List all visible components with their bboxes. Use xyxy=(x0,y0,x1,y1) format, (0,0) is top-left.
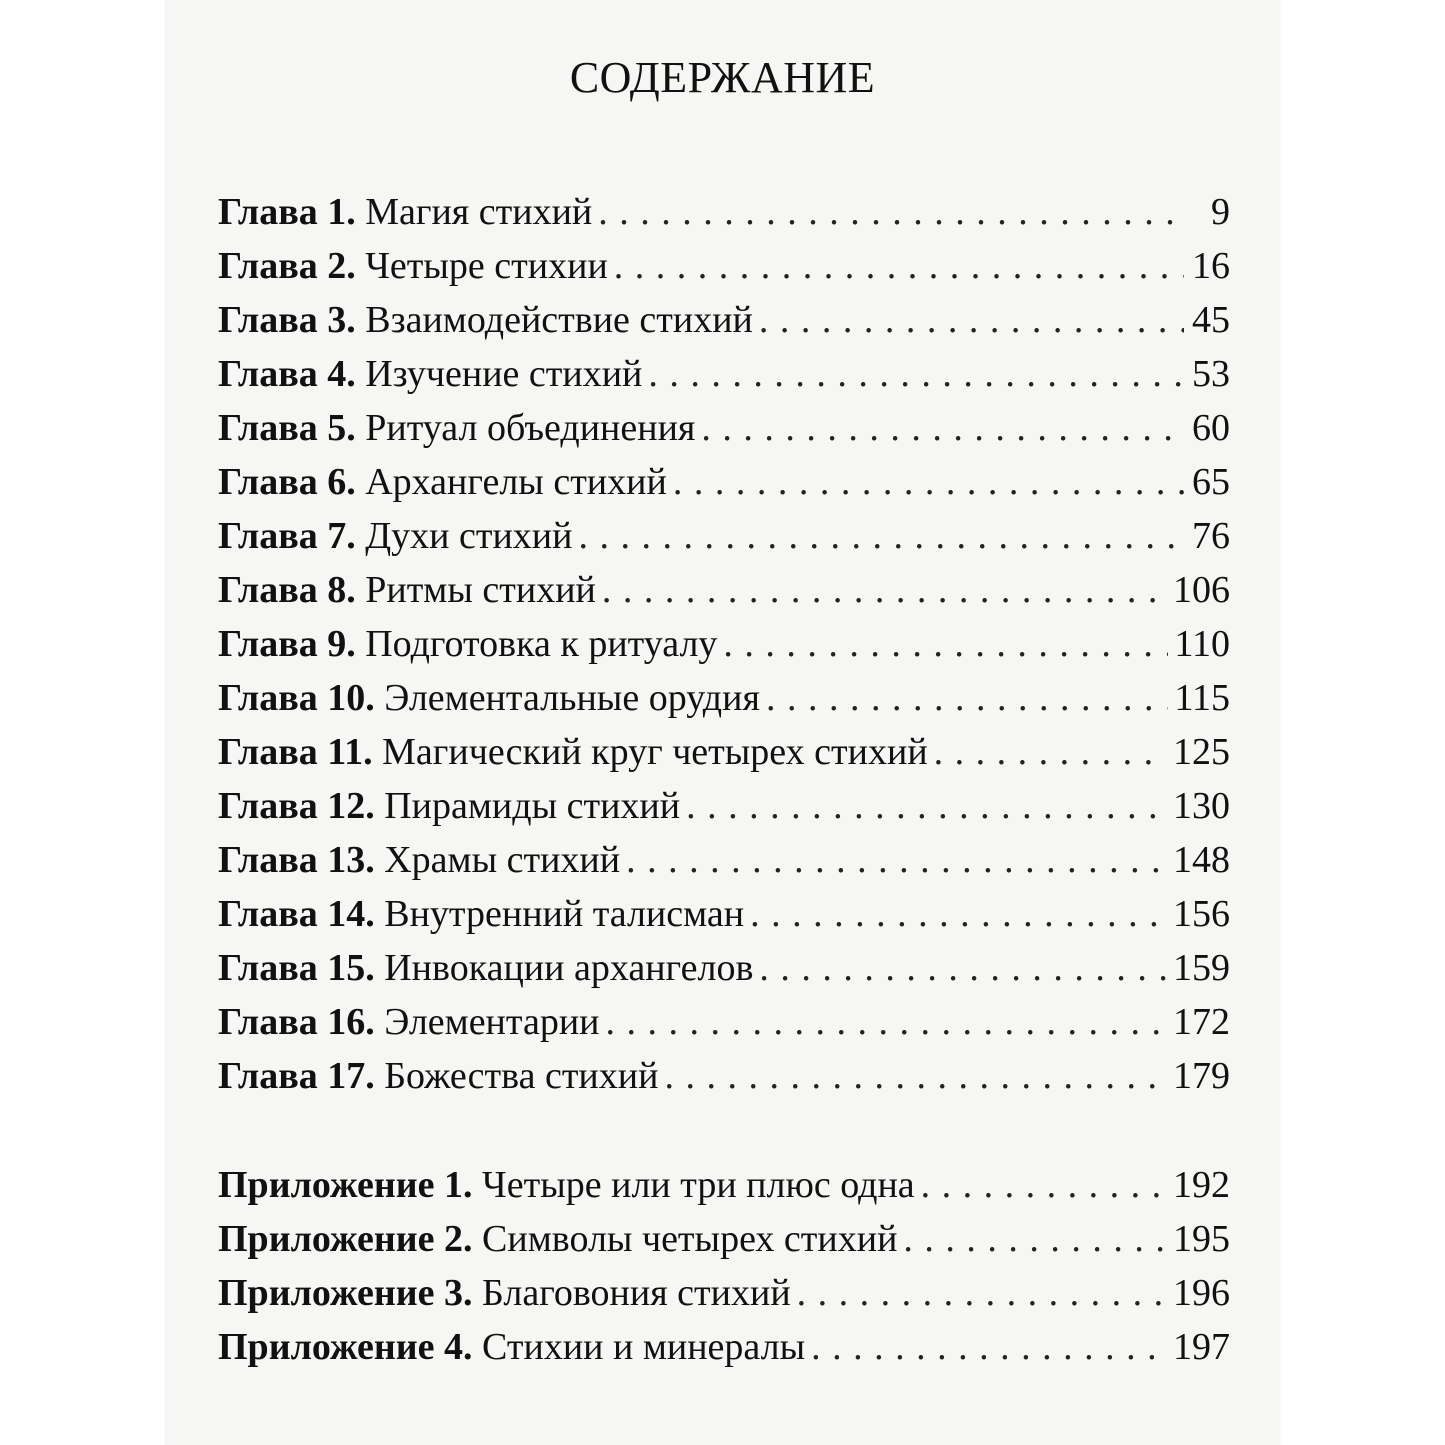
entry-prefix: Приложение 1. xyxy=(218,1164,473,1206)
dot-leader xyxy=(673,460,1184,504)
page-number: 115 xyxy=(1174,677,1230,719)
chapter-entry xyxy=(218,622,1230,676)
chapter-entry xyxy=(218,1054,1230,1108)
page-number: 179 xyxy=(1173,1055,1230,1097)
entry-label xyxy=(218,838,620,882)
dot-leader xyxy=(602,568,1167,612)
section-gap xyxy=(218,1108,1230,1163)
entry-prefix: Глава 5. xyxy=(218,407,356,449)
page-number: 159 xyxy=(1173,947,1230,989)
entry-title: Инвокации архангелов xyxy=(384,947,754,989)
chapter-entry xyxy=(218,514,1230,568)
entry-label xyxy=(218,514,572,558)
entry-label xyxy=(218,730,928,774)
dot-leader xyxy=(759,946,1167,990)
entry-prefix: Глава 8. xyxy=(218,569,356,611)
entry-prefix: Глава 6. xyxy=(218,461,356,503)
entry-prefix: Глава 14. xyxy=(218,893,375,935)
entry-title: Пирамиды стихий xyxy=(384,785,681,827)
dot-leader xyxy=(614,244,1184,288)
dot-leader xyxy=(686,784,1167,828)
entry-prefix: Глава 16. xyxy=(218,1001,375,1043)
entry-prefix: Глава 7. xyxy=(218,515,356,557)
entry-title: Четыре стихии xyxy=(365,245,608,287)
entry-title: Магия стихий xyxy=(365,191,593,233)
entry-title: Духи стихий xyxy=(365,515,573,557)
entry-prefix: Глава 4. xyxy=(218,353,356,395)
chapter-entry xyxy=(218,190,1230,244)
book-page xyxy=(165,0,1280,1445)
entry-title: Божества стихий xyxy=(384,1055,659,1097)
page-number: 110 xyxy=(1174,623,1230,665)
chapter-entry xyxy=(218,244,1230,298)
dot-leader xyxy=(759,298,1184,342)
dot-leader xyxy=(921,1163,1167,1207)
entry-label xyxy=(218,568,596,612)
chapter-entry xyxy=(218,352,1230,406)
entry-prefix: Глава 9. xyxy=(218,623,356,665)
entry-title: Магический круг четырех стихий xyxy=(382,731,928,773)
page-number: 196 xyxy=(1173,1272,1230,1314)
entry-prefix: Глава 12. xyxy=(218,785,375,827)
page-title: СОДЕРЖАНИЕ xyxy=(569,53,876,102)
chapter-entry xyxy=(218,838,1230,892)
entry-label xyxy=(218,352,642,396)
entry-prefix: Приложение 2. xyxy=(218,1218,473,1260)
entry-label xyxy=(218,1271,791,1315)
chapter-list xyxy=(218,190,1230,1108)
entry-title: Четыре или три плюс одна xyxy=(482,1164,915,1206)
page-number: 53 xyxy=(1192,353,1230,395)
entry-title: Благовония стихий xyxy=(482,1272,791,1314)
entry-title: Подготовка к ритуалу xyxy=(365,623,718,665)
dot-leader xyxy=(648,352,1184,396)
dot-leader xyxy=(626,838,1167,882)
dot-leader xyxy=(664,1054,1167,1098)
entry-label xyxy=(218,1325,805,1369)
page-number: 45 xyxy=(1192,299,1230,341)
page-number: 16 xyxy=(1192,245,1230,287)
dot-leader xyxy=(723,622,1168,666)
page-number: 156 xyxy=(1173,893,1230,935)
entry-title: Внутренний талисман xyxy=(384,893,745,935)
table-of-contents xyxy=(218,190,1230,1379)
chapter-entry xyxy=(218,1000,1230,1054)
entry-prefix: Глава 11. xyxy=(218,731,373,773)
dot-leader xyxy=(750,892,1167,936)
entry-label xyxy=(218,1163,915,1207)
chapter-entry xyxy=(218,892,1230,946)
entry-title: Изучение стихий xyxy=(365,353,643,395)
entry-prefix: Глава 13. xyxy=(218,839,375,881)
entry-title: Архангелы стихий xyxy=(365,461,667,503)
entry-title: Символы четырех стихий xyxy=(482,1218,898,1260)
page-number: 60 xyxy=(1192,407,1230,449)
dot-leader xyxy=(606,1000,1167,1044)
entry-title: Ритуал объединения xyxy=(365,407,696,449)
appendix-entry xyxy=(218,1325,1230,1379)
page-number: 106 xyxy=(1173,569,1230,611)
entry-label xyxy=(218,298,753,342)
entry-prefix: Глава 1. xyxy=(218,191,356,233)
appendix-list xyxy=(218,1163,1230,1379)
entry-prefix: Приложение 4. xyxy=(218,1326,473,1368)
dot-leader xyxy=(934,730,1167,774)
page-number: 76 xyxy=(1192,515,1230,557)
entry-label xyxy=(218,406,695,450)
chapter-entry xyxy=(218,460,1230,514)
entry-label xyxy=(218,676,760,720)
page-number: 130 xyxy=(1173,785,1230,827)
appendix-entry xyxy=(218,1271,1230,1325)
appendix-entry xyxy=(218,1217,1230,1271)
entry-label xyxy=(218,460,667,504)
entry-title: Храмы стихий xyxy=(384,839,621,881)
page-number: 192 xyxy=(1173,1164,1230,1206)
page-number: 9 xyxy=(1211,191,1230,233)
dot-leader xyxy=(766,676,1168,720)
entry-title: Ритмы стихий xyxy=(365,569,596,611)
appendix-entry xyxy=(218,1163,1230,1217)
chapter-entry xyxy=(218,568,1230,622)
entry-title: Стихии и минералы xyxy=(482,1326,806,1368)
entry-label xyxy=(218,244,608,288)
entry-label xyxy=(218,892,744,936)
entry-label xyxy=(218,784,680,828)
page-number: 197 xyxy=(1173,1326,1230,1368)
dot-leader xyxy=(578,514,1184,558)
entry-prefix: Глава 2. xyxy=(218,245,356,287)
entry-title: Элементарии xyxy=(384,1001,600,1043)
dot-leader xyxy=(797,1271,1167,1315)
dot-leader xyxy=(903,1217,1167,1261)
entry-title: Элементальные орудия xyxy=(384,677,760,719)
entry-prefix: Приложение 3. xyxy=(218,1272,473,1314)
entry-label xyxy=(218,1054,658,1098)
chapter-entry xyxy=(218,406,1230,460)
chapter-entry xyxy=(218,946,1230,1000)
page-number: 148 xyxy=(1173,839,1230,881)
entry-prefix: Глава 3. xyxy=(218,299,356,341)
chapter-entry xyxy=(218,730,1230,784)
dot-leader xyxy=(598,190,1184,234)
page-number: 172 xyxy=(1173,1001,1230,1043)
entry-label xyxy=(218,622,717,666)
page-number: 195 xyxy=(1173,1218,1230,1260)
entry-label xyxy=(218,1000,600,1044)
chapter-entry xyxy=(218,298,1230,352)
entry-label xyxy=(218,1217,897,1261)
entry-label xyxy=(218,190,592,234)
page-number: 65 xyxy=(1192,461,1230,503)
entry-prefix: Глава 15. xyxy=(218,947,375,989)
entry-prefix: Глава 17. xyxy=(218,1055,375,1097)
entry-title: Взаимодействие стихий xyxy=(365,299,753,341)
entry-prefix: Глава 10. xyxy=(218,677,375,719)
dot-leader xyxy=(811,1325,1167,1369)
chapter-entry xyxy=(218,676,1230,730)
chapter-entry xyxy=(218,784,1230,838)
page-number: 125 xyxy=(1173,731,1230,773)
entry-label xyxy=(218,946,753,990)
dot-leader xyxy=(701,406,1184,450)
